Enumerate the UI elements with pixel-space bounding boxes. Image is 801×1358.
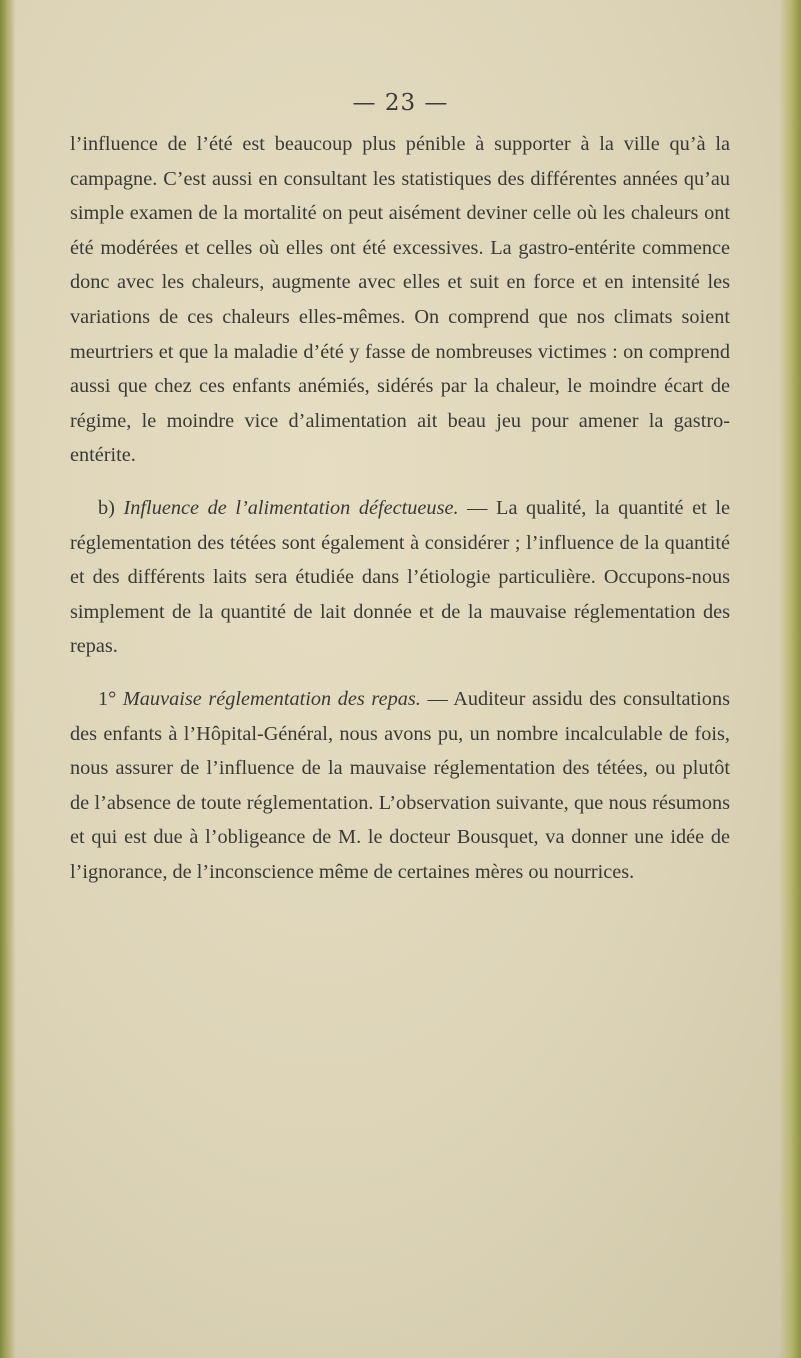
- section-1-marker: 1°: [98, 687, 117, 710]
- paragraph-continuation: l’influence de l’été est beaucoup plus pénible à supporter à la ville qu’à la campagne. C’est aussi en consultant les statistiques des différentes années qu’au simple examen de la mortalité on peut aisément deviner celle où les chaleurs ont été modérées et celles où elles ont été excessives. La gastro-entérite commence donc avec les chaleurs, augmente avec elles et suit en force et en intensité les variations de ces chaleurs elles-mêmes. On comprend que nos climats soient meurtriers et que la maladie d’été y fasse de nombreuses victimes : on comprend aussi que chez ces enfants anémiés, sidérés par la chaleur, le moindre écart de régime, le moindre vice d’alimentation ait beau jeu pour amener la gastro-entérite.: [70, 133, 730, 467]
- body-text: [70, 127, 730, 889]
- page-number: — 23 —: [352, 90, 449, 116]
- section-1-text: — Auditeur assidu des consultations des enfants à l’Hôpital-Général, nous avons pu, un nombre incalculable de fois, nous assurer de l’influence de la mauvaise réglementation des tétées, ou plutôt de l’absence de toute réglementation. L’observation suivante, que nous résumons et qui est due à l’obligeance de M. le docteur Bousquet, va donner une idée de l’ignorance, de l’inconscience même de certaines mères ou nourrices.: [70, 687, 730, 883]
- section-b-text: — La qualité, la quantité et le réglementation des tétées sont également à considérer ; l’influence de la quantité et des différents laits sera étudiée dans l’étiologie particulière. Occupons-nous simplement de la quantité de lait donnée et de la mauvaise réglementation des repas.: [70, 496, 730, 658]
- page-edge-left: [0, 0, 16, 1358]
- section-b-title: Influence de l’alimentation défectueuse.: [123, 496, 459, 519]
- page-edge-right: [779, 0, 801, 1358]
- section-b-paragraph: [70, 491, 730, 664]
- section-1-title: Mauvaise réglementation des repas.: [122, 687, 421, 710]
- section-1-paragraph: [70, 682, 730, 890]
- section-b-marker: b): [98, 496, 115, 519]
